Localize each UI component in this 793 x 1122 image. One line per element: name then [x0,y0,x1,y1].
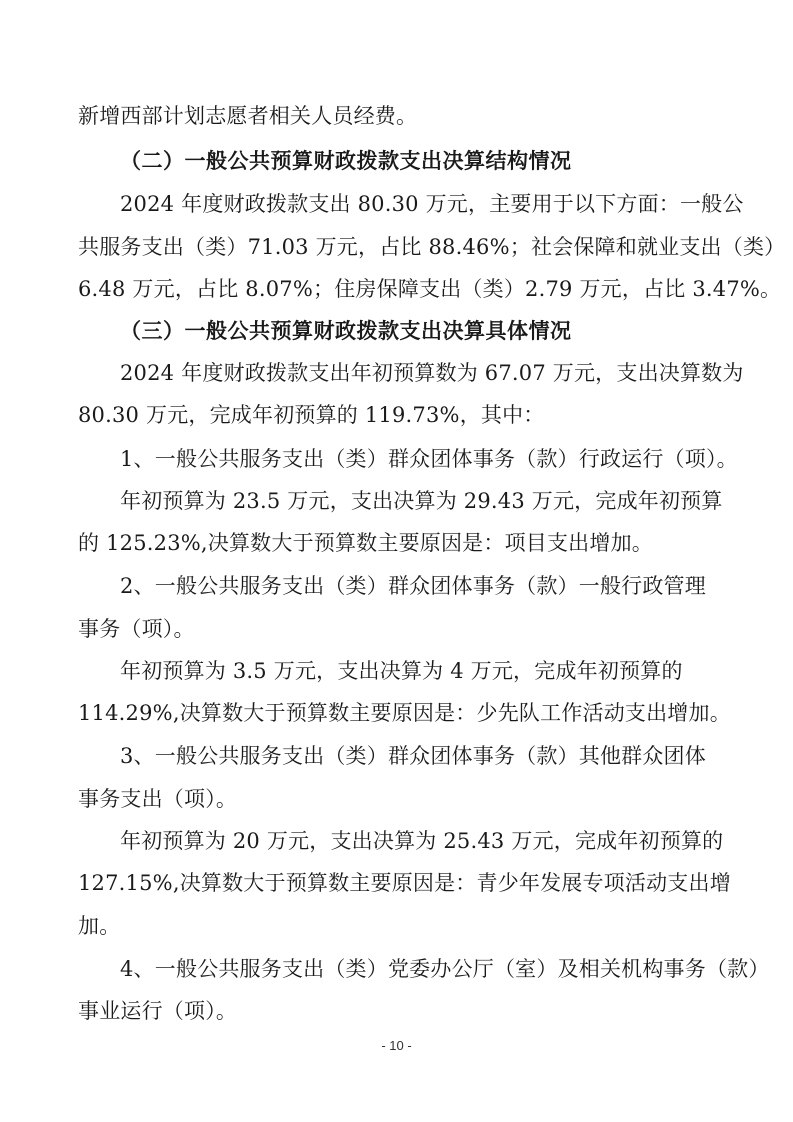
section-heading-details: （三）一般公共预算财政拨款支出决算具体情况 [120,319,572,343]
list-item-4-title: 4、一般公共服务支出（类）党委办公厅（室）及相关机构事务（款） [120,957,770,981]
paragraph-line: 共服务支出（类）71.03 万元，占比 88.46%；社会保障和就业支出（类） [78,235,786,259]
paragraph-line: 年初预算为 20 万元，支出决算为 25.43 万元，完成年初预算的 [120,829,724,853]
paragraph-line: 6.48 万元，占比 8.07%；住房保障支出（类）2.79 万元，占比 3.47%。 [78,277,782,301]
paragraph-line: 事务（项）。 [78,617,195,641]
paragraph-line: 2024 年度财政拨款支出 80.30 万元，主要用于以下方面：一般公 [120,192,744,216]
page-number: - 10 - [381,1038,412,1053]
paragraph-line: 127.15%,决算数大于预算数主要原因是：青少年发展专项活动支出增 [78,871,731,895]
list-item-3-title: 3、一般公共服务支出（类）群众团体事务（款）其他群众团体 [120,744,706,768]
section-heading-structure: （二）一般公共预算财政拨款支出决算结构情况 [120,149,572,173]
paragraph-line: 加。 [78,914,121,938]
paragraph-line: 事业运行（项）。 [78,999,238,1023]
list-item-2-title: 2、一般公共服务支出（类）群众团体事务（款）一般行政管理 [120,574,706,598]
paragraph-line: 年初预算为 23.5 万元，支出决算为 29.43 万元，完成年初预算 [120,489,723,513]
paragraph-line: 114.29%,决算数大于预算数主要原因是：少先队工作活动支出增加。 [78,701,731,725]
paragraph-line: 80.30 万元，完成年初预算的 119.73%，其中： [78,403,545,427]
paragraph-line: 的 125.23%,决算数大于预算数主要原因是：项目支出增加。 [78,531,653,555]
list-item-1-title: 1、一般公共服务支出（类）群众团体事务（款）行政运行（项）。 [120,447,738,471]
paragraph-line: 事务支出（项）。 [78,787,238,811]
paragraph-line: 2024 年度财政拨款支出年初预算数为 67.07 万元，支出决算数为 [120,361,744,385]
paragraph-line: 新增西部计划志愿者相关人员经费。 [78,104,418,128]
paragraph-line: 年初预算为 3.5 万元，支出决算为 4 万元，完成年初预算的 [120,659,683,683]
